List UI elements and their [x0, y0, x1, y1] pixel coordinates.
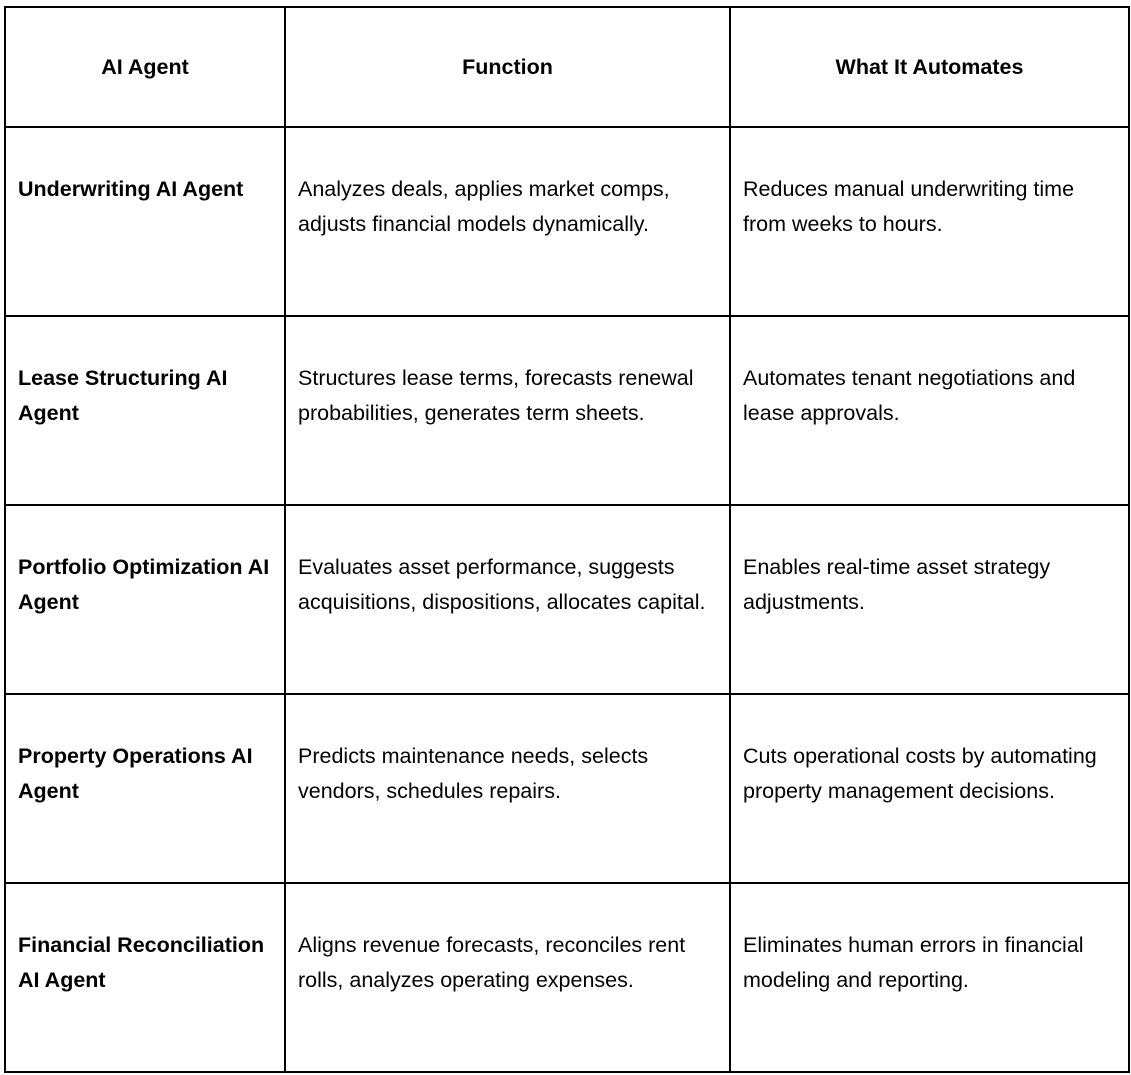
agent-name: Underwriting AI Agent: [5, 127, 285, 316]
agent-name: Property Operations AI Agent: [5, 694, 285, 883]
ai-agents-table: [4, 6, 1130, 1073]
table-row: [5, 505, 1129, 694]
header-function: Function: [285, 7, 730, 127]
table-row: [5, 127, 1129, 316]
table-row: [5, 883, 1129, 1072]
agent-function: Aligns revenue forecasts, reconciles rent rolls, analyzes operating expenses.: [285, 883, 730, 1072]
agent-name: Portfolio Optimization AI Agent: [5, 505, 285, 694]
header-ai-agent: AI Agent: [5, 7, 285, 127]
agent-automates: Eliminates human errors in financial modeling and reporting.: [730, 883, 1129, 1072]
agent-name: Financial Reconciliation AI Agent: [5, 883, 285, 1072]
agent-function: Evaluates asset performance, suggests acquisitions, dispositions, allocates capital.: [285, 505, 730, 694]
agent-automates: Reduces manual underwriting time from weeks to hours.: [730, 127, 1129, 316]
agent-function: Analyzes deals, applies market comps, adjusts financial models dynamically.: [285, 127, 730, 316]
agent-automates: Cuts operational costs by automating property management decisions.: [730, 694, 1129, 883]
header-what-it-automates: What It Automates: [730, 7, 1129, 127]
agent-function: Structures lease terms, forecasts renewal probabilities, generates term sheets.: [285, 316, 730, 505]
agent-automates: Automates tenant negotiations and lease approvals.: [730, 316, 1129, 505]
header-row: [5, 7, 1129, 127]
agent-function: Predicts maintenance needs, selects vendors, schedules repairs.: [285, 694, 730, 883]
table-row: [5, 694, 1129, 883]
agent-automates: Enables real-time asset strategy adjustments.: [730, 505, 1129, 694]
table-row: [5, 316, 1129, 505]
agent-name: Lease Structuring AI Agent: [5, 316, 285, 505]
